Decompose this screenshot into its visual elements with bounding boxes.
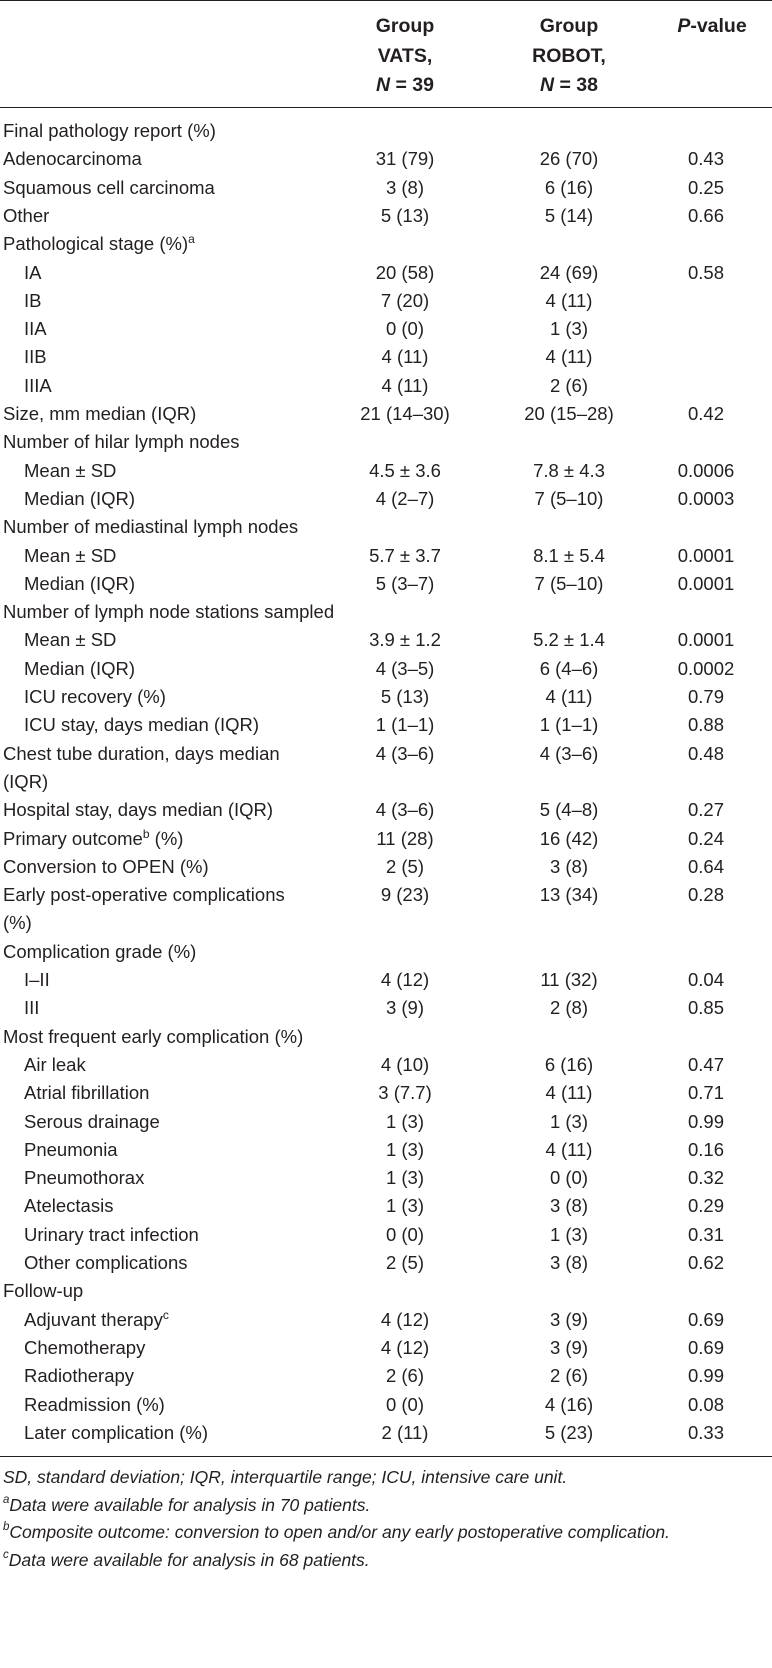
row-label (3, 796, 273, 824)
vats-value: 4 (12) (380, 969, 430, 990)
row-label-text: Number of hilar lymph nodes (3, 431, 240, 453)
row-label (3, 117, 216, 145)
p-value: 0.88 (687, 714, 724, 736)
vats-value: 1 (3) (385, 1138, 425, 1160)
header-pvalue (650, 12, 772, 42)
p-value: 0.42 (687, 403, 724, 424)
robot-value: 5 (14) (544, 204, 594, 226)
row-label (24, 1079, 149, 1107)
footnote-text: SD, standard deviation; IQR, interquartile range; ICU, intensive care unit. (3, 1467, 568, 1487)
row-label-text: Median (IQR) (24, 487, 136, 509)
row-label-text: Radiotherapy (24, 1365, 135, 1387)
row-label (24, 683, 166, 711)
row-label (24, 1051, 86, 1079)
bottom-rule (0, 1456, 772, 1457)
row-label (3, 202, 49, 230)
row-label (24, 626, 116, 654)
row-label-text: Primary outcome (3, 827, 143, 849)
vats-value: 3.9 ± 1.2 (369, 629, 441, 651)
vats-value: 0 (0) (385, 1223, 425, 1245)
row-label (3, 513, 298, 541)
footnote (3, 1491, 370, 1519)
row-label-text: Conversion to OPEN (%) (3, 855, 209, 877)
row-label (24, 457, 116, 485)
footnote-marker: a (3, 1493, 10, 1506)
vats-value: 20 (58) (375, 261, 435, 283)
robot-value: 3 (8) (549, 855, 589, 877)
vats-value: 21 (14–30) (360, 403, 450, 424)
p-value: 0.08 (687, 1393, 724, 1415)
p-value: 0.43 (687, 148, 724, 170)
row-label-text: Hospital stay, days median (IQR) (3, 799, 274, 821)
header-pvalue-line1: P-value (677, 15, 747, 37)
robot-value: 20 (15–28) (524, 403, 614, 424)
row-label (3, 1023, 303, 1051)
vats-value: 4 (11) (381, 374, 429, 396)
vats-value: 5 (13) (380, 204, 430, 226)
row-label-text: Chest tube duration, days median (3, 742, 280, 764)
robot-value: 4 (11) (545, 346, 593, 368)
row-label-text: Complication grade (%) (3, 940, 197, 962)
header-robot-line2: ROBOT, (532, 44, 606, 67)
robot-value: 26 (70) (539, 148, 599, 170)
robot-value: 5 (23) (544, 1421, 594, 1443)
vats-value: 7 (20) (380, 289, 430, 311)
vats-value: 3 (7.7) (378, 1082, 432, 1104)
header-robot (509, 12, 629, 101)
vats-value: 4 (12) (380, 1336, 430, 1358)
vats-value: 2 (6) (385, 1365, 425, 1387)
row-label-text: Number of lymph node stations sampled (3, 601, 335, 623)
robot-value: 2 (8) (549, 997, 589, 1019)
footnote-marker: a (188, 232, 195, 247)
p-value: 0.27 (687, 799, 724, 821)
robot-value: 6 (4–6) (539, 657, 599, 679)
vats-value: 1 (1–1) (375, 714, 435, 736)
robot-value: 13 (34) (539, 884, 599, 906)
vats-value: 4.5 ± 3.6 (369, 459, 441, 481)
p-value: 0.79 (687, 686, 724, 707)
robot-value: 3 (9) (549, 1308, 589, 1330)
footnote-text: Composite outcome: conversion to open and/or any early postoperative complication. (9, 1522, 670, 1542)
row-label (24, 485, 135, 513)
row-label (24, 1419, 208, 1447)
row-label-text: Readmission (%) (24, 1393, 165, 1415)
robot-value: 2 (6) (549, 1365, 589, 1387)
row-label-text: IB (24, 289, 42, 311)
row-label (3, 853, 209, 881)
row-label (24, 1192, 113, 1220)
robot-value: 4 (11) (545, 686, 593, 707)
row-label (24, 966, 50, 994)
robot-value: 3 (9) (549, 1336, 589, 1358)
row-label (3, 230, 195, 258)
row-label (24, 655, 135, 683)
p-value: 0.16 (687, 1138, 724, 1160)
vats-value: 0 (0) (385, 318, 425, 340)
row-label-text: Atelectasis (24, 1195, 114, 1217)
robot-value: 5.2 ± 1.4 (533, 629, 605, 651)
row-label (24, 1221, 199, 1249)
row-label (3, 428, 240, 456)
vats-value: 1 (3) (385, 1110, 425, 1132)
row-label-text: Most frequent early complication (%) (3, 1025, 304, 1047)
p-value: 0.69 (687, 1336, 724, 1358)
robot-value: 3 (8) (549, 1252, 589, 1273)
header-robot-line1: Group (539, 15, 599, 37)
row-label (3, 825, 183, 853)
row-label (3, 400, 196, 428)
p-value: 0.0002 (677, 657, 735, 679)
row-label (3, 145, 142, 173)
vats-value: 2 (5) (385, 1252, 425, 1273)
row-label-text: Adenocarcinoma (3, 148, 142, 170)
robot-value: 1 (3) (549, 1223, 589, 1245)
footnote (3, 1518, 670, 1546)
p-value: 0.62 (687, 1252, 724, 1273)
vats-value: 9 (23) (380, 884, 430, 906)
footnote-marker: b (142, 826, 150, 841)
row-label-text: Later complication (%) (24, 1421, 209, 1443)
row-label (24, 1136, 118, 1164)
row-label-suffix: (%) (149, 827, 184, 849)
row-label (24, 315, 47, 343)
robot-value: 1 (3) (549, 1110, 589, 1132)
header-rule (0, 107, 772, 108)
row-label-text: ICU recovery (%) (24, 686, 166, 707)
vats-value: 11 (28) (376, 827, 434, 849)
row-label-text: Chemotherapy (24, 1336, 146, 1358)
footnote-text: Data were available for analysis in 70 patients. (9, 1494, 371, 1515)
robot-value: 4 (3–6) (539, 742, 599, 764)
p-value: 0.48 (687, 742, 724, 764)
row-label-text: IIB (24, 346, 47, 368)
vats-value: 4 (2–7) (375, 487, 435, 509)
row-label-text: Median (IQR) (24, 572, 136, 594)
robot-value: 5 (4–8) (539, 799, 599, 821)
robot-value: 6 (16) (544, 176, 594, 198)
row-label-text: Adjuvant therapy (24, 1308, 163, 1330)
robot-value: 24 (69) (539, 261, 599, 283)
row-label-text: Mean ± SD (24, 544, 117, 566)
row-label-continued: (%) (3, 912, 32, 934)
robot-value: 4 (16) (544, 1393, 594, 1415)
row-label-text: Follow-up (3, 1280, 84, 1302)
footnote (3, 1463, 567, 1491)
row-label (24, 994, 39, 1022)
row-label (24, 570, 135, 598)
row-label (3, 174, 215, 202)
row-label (24, 1391, 165, 1419)
p-value: 0.31 (687, 1223, 724, 1245)
vats-value: 0 (0) (385, 1393, 425, 1415)
row-label-text: Number of mediastinal lymph nodes (3, 516, 299, 538)
p-value: 0.25 (687, 176, 724, 198)
robot-value: 7.8 ± 4.3 (533, 459, 605, 481)
robot-value: 0 (0) (549, 1167, 589, 1189)
row-label (24, 711, 259, 739)
vats-value: 5 (13) (380, 686, 430, 707)
p-value: 0.47 (687, 1053, 724, 1075)
p-value: 0.0003 (677, 487, 735, 509)
header-vats (345, 12, 465, 101)
robot-value: 11 (32) (540, 969, 598, 990)
p-value: 0.69 (687, 1308, 724, 1330)
row-label (24, 1164, 144, 1192)
header-robot-line3: N = 38 (539, 74, 598, 96)
robot-value: 7 (5–10) (534, 572, 604, 594)
vats-value: 1 (3) (385, 1195, 425, 1217)
row-label-text: Early post-operative complications (3, 884, 285, 906)
p-value: 0.64 (687, 855, 724, 877)
p-value: 0.66 (687, 204, 724, 226)
vats-value: 4 (3–6) (375, 742, 435, 764)
p-value: 0.85 (687, 997, 724, 1019)
p-value: 0.29 (687, 1195, 724, 1217)
row-label-continued: (IQR) (3, 770, 49, 792)
p-value: 0.58 (687, 261, 724, 283)
vats-value: 5.7 ± 3.7 (369, 544, 441, 566)
row-label (24, 259, 41, 287)
row-label (24, 1362, 134, 1390)
p-value: 0.99 (687, 1110, 724, 1132)
row-label (24, 372, 52, 400)
row-label-text: IIA (24, 318, 47, 340)
p-value: 0.0001 (677, 544, 735, 566)
row-label-text: IIIA (24, 374, 52, 396)
row-label (24, 1108, 160, 1136)
row-label-text: Median (IQR) (24, 657, 136, 679)
top-rule (0, 0, 772, 1)
vats-value: 4 (3–5) (375, 657, 435, 679)
vats-value: 31 (79) (375, 148, 435, 170)
footnote (3, 1546, 370, 1574)
row-label-text: Squamous cell carcinoma (3, 176, 215, 198)
row-label-text: IA (24, 261, 42, 283)
row-label (3, 938, 196, 966)
row-label (24, 343, 47, 371)
row-label-text: Pneumothorax (24, 1167, 145, 1189)
p-value: 0.32 (687, 1167, 724, 1189)
p-value: 0.24 (687, 827, 724, 849)
p-value: 0.0001 (677, 572, 735, 594)
vats-value: 2 (11) (381, 1421, 429, 1443)
p-value: 0.04 (687, 969, 724, 990)
robot-value: 4 (11) (545, 1082, 593, 1104)
header-vats-line3: N = 39 (375, 74, 434, 96)
row-label-text: Pneumonia (24, 1138, 118, 1160)
robot-value: 7 (5–10) (534, 487, 604, 509)
row-label-text: ICU stay, days median (IQR) (24, 714, 260, 736)
vats-value: 3 (8) (385, 176, 425, 198)
row-label-text: I–II (24, 969, 50, 990)
p-value: 0.0001 (677, 629, 735, 651)
p-value: 0.28 (687, 884, 724, 906)
robot-value: 2 (6) (549, 374, 589, 396)
vats-value: 1 (3) (385, 1167, 425, 1189)
row-label-text: Air leak (24, 1053, 86, 1075)
row-label-text: Mean ± SD (24, 629, 117, 651)
robot-value: 3 (8) (549, 1195, 589, 1217)
p-value: 0.33 (687, 1421, 724, 1443)
vats-value: 4 (3–6) (375, 799, 435, 821)
p-value: 0.0006 (677, 459, 735, 481)
robot-value: 16 (42) (539, 827, 599, 849)
p-value: 0.71 (687, 1082, 724, 1104)
header-vats-line2: VATS, (377, 44, 433, 67)
row-label (3, 598, 334, 626)
row-label (24, 1249, 187, 1277)
row-label-text: Final pathology report (%) (3, 120, 216, 141)
row-label (24, 542, 116, 570)
robot-value: 4 (11) (545, 1138, 593, 1160)
row-label-text: Urinary tract infection (24, 1223, 199, 1245)
robot-value: 6 (16) (544, 1053, 594, 1075)
row-label-text: Size, mm median (IQR) (3, 403, 197, 424)
row-label-text: Atrial fibrillation (24, 1082, 150, 1104)
robot-value: 4 (11) (545, 289, 593, 311)
footnote-marker: c (162, 1307, 169, 1322)
footnote-marker: b (3, 1521, 10, 1533)
vats-value: 4 (10) (380, 1053, 430, 1075)
row-label (3, 740, 280, 797)
row-label (24, 1334, 145, 1362)
row-label (3, 881, 285, 938)
vats-value: 4 (11) (381, 346, 429, 368)
robot-value: 1 (3) (549, 318, 589, 340)
row-label-text: Serous drainage (24, 1110, 160, 1132)
vats-value: 4 (12) (380, 1308, 430, 1330)
p-value: 0.99 (687, 1365, 724, 1387)
vats-value: 5 (3–7) (375, 572, 435, 594)
robot-value: 8.1 ± 5.4 (533, 544, 605, 566)
row-label-text: Other (3, 204, 50, 226)
robot-value: 1 (1–1) (539, 714, 599, 736)
row-label-text: Mean ± SD (24, 459, 117, 481)
row-label (24, 1306, 169, 1334)
row-label (3, 1277, 83, 1305)
row-label (24, 287, 41, 315)
header-vats-line1: Group (375, 15, 435, 37)
footnote-text: Data were available for analysis in 68 patients. (8, 1549, 370, 1570)
footnote-marker: c (3, 1548, 9, 1561)
vats-value: 2 (5) (385, 855, 425, 877)
row-label-text: III (24, 997, 40, 1019)
row-label-text: Other complications (24, 1252, 188, 1273)
row-label-text: Pathological stage (%) (3, 233, 189, 255)
vats-value: 3 (9) (385, 997, 425, 1019)
